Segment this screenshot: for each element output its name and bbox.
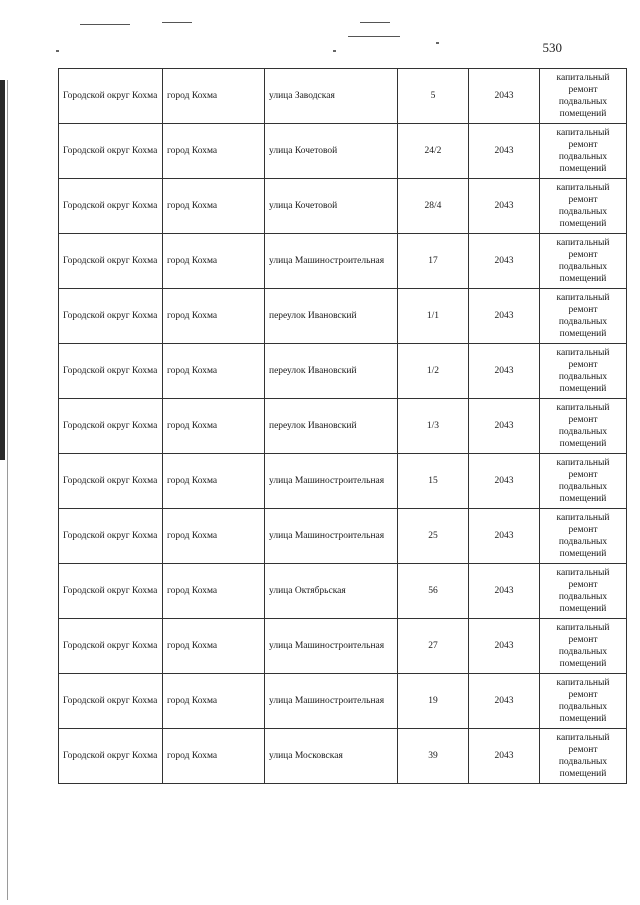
city-cell: город Кохма: [163, 69, 265, 124]
house-number-cell: 56: [398, 564, 469, 619]
year-cell: 2043: [469, 69, 540, 124]
header-rule-3: [360, 22, 390, 23]
table-row: [59, 674, 627, 729]
house-number-cell: 39: [398, 729, 469, 784]
house-number-cell: 1/1: [398, 289, 469, 344]
scan-margin-line: [7, 80, 8, 900]
table-row: [59, 729, 627, 784]
scan-speck: [333, 50, 336, 52]
table-row: [59, 289, 627, 344]
city-cell: город Кохма: [163, 729, 265, 784]
year-cell: 2043: [469, 234, 540, 289]
work-type-cell: капитальный ремонт подвальных помещений: [540, 674, 627, 729]
city-cell: город Кохма: [163, 234, 265, 289]
year-cell: 2043: [469, 509, 540, 564]
district-cell: Городской округ Кохма: [59, 179, 163, 234]
table-row: [59, 454, 627, 509]
scan-speck: [436, 42, 439, 44]
district-cell: Городской округ Кохма: [59, 564, 163, 619]
scan-speck: [56, 50, 59, 52]
work-type-cell: капитальный ремонт подвальных помещений: [540, 454, 627, 509]
house-number-cell: 24/2: [398, 124, 469, 179]
city-cell: город Кохма: [163, 674, 265, 729]
city-cell: город Кохма: [163, 509, 265, 564]
table-row: [59, 69, 627, 124]
work-type-cell: капитальный ремонт подвальных помещений: [540, 234, 627, 289]
street-cell: улица Машиностроительная: [265, 454, 398, 509]
street-cell: улица Машиностроительная: [265, 619, 398, 674]
year-cell: 2043: [469, 179, 540, 234]
district-cell: Городской округ Кохма: [59, 69, 163, 124]
street-cell: улица Заводская: [265, 69, 398, 124]
year-cell: 2043: [469, 399, 540, 454]
district-cell: Городской округ Кохма: [59, 344, 163, 399]
header-rule-1: [80, 24, 130, 25]
street-cell: улица Машиностроительная: [265, 234, 398, 289]
district-cell: Городской округ Кохма: [59, 509, 163, 564]
header-rule-4: [348, 36, 400, 37]
house-number-cell: 19: [398, 674, 469, 729]
street-cell: переулок Ивановский: [265, 344, 398, 399]
city-cell: город Кохма: [163, 619, 265, 674]
district-cell: Городской округ Кохма: [59, 619, 163, 674]
street-cell: улица Кочетовой: [265, 124, 398, 179]
work-type-cell: капитальный ремонт подвальных помещений: [540, 69, 627, 124]
scan-edge-mark: [0, 80, 5, 460]
table-row: [59, 124, 627, 179]
house-number-cell: 1/2: [398, 344, 469, 399]
work-type-cell: капитальный ремонт подвальных помещений: [540, 509, 627, 564]
city-cell: город Кохма: [163, 179, 265, 234]
street-cell: улица Машиностроительная: [265, 509, 398, 564]
city-cell: город Кохма: [163, 289, 265, 344]
table-row: [59, 399, 627, 454]
work-type-cell: капитальный ремонт подвальных помещений: [540, 344, 627, 399]
house-number-cell: 27: [398, 619, 469, 674]
city-cell: город Кохма: [163, 344, 265, 399]
city-cell: город Кохма: [163, 124, 265, 179]
year-cell: 2043: [469, 619, 540, 674]
street-cell: переулок Ивановский: [265, 399, 398, 454]
district-cell: Городской округ Кохма: [59, 124, 163, 179]
district-cell: Городской округ Кохма: [59, 399, 163, 454]
work-type-cell: капитальный ремонт подвальных помещений: [540, 729, 627, 784]
table-row: [59, 179, 627, 234]
work-type-cell: капитальный ремонт подвальных помещений: [540, 619, 627, 674]
house-number-cell: 15: [398, 454, 469, 509]
year-cell: 2043: [469, 454, 540, 509]
year-cell: 2043: [469, 674, 540, 729]
city-cell: город Кохма: [163, 454, 265, 509]
work-type-cell: капитальный ремонт подвальных помещений: [540, 124, 627, 179]
street-cell: переулок Ивановский: [265, 289, 398, 344]
table-row: [59, 619, 627, 674]
house-number-cell: 17: [398, 234, 469, 289]
district-cell: Городской округ Кохма: [59, 289, 163, 344]
work-type-cell: капитальный ремонт подвальных помещений: [540, 289, 627, 344]
work-type-cell: капитальный ремонт подвальных помещений: [540, 399, 627, 454]
house-number-cell: 5: [398, 69, 469, 124]
table-row: [59, 564, 627, 619]
table-row: [59, 344, 627, 399]
city-cell: город Кохма: [163, 564, 265, 619]
street-cell: улица Московская: [265, 729, 398, 784]
district-cell: Городской округ Кохма: [59, 729, 163, 784]
street-cell: улица Кочетовой: [265, 179, 398, 234]
house-number-cell: 28/4: [398, 179, 469, 234]
table-row: [59, 234, 627, 289]
table-row: [59, 509, 627, 564]
registry-table: [58, 68, 627, 784]
year-cell: 2043: [469, 124, 540, 179]
header-rule-2: [162, 22, 192, 23]
year-cell: 2043: [469, 729, 540, 784]
house-number-cell: 25: [398, 509, 469, 564]
street-cell: улица Машиностроительная: [265, 674, 398, 729]
district-cell: Городской округ Кохма: [59, 234, 163, 289]
street-cell: улица Октябрьская: [265, 564, 398, 619]
year-cell: 2043: [469, 344, 540, 399]
city-cell: город Кохма: [163, 399, 265, 454]
house-number-cell: 1/3: [398, 399, 469, 454]
page-number: 530: [542, 40, 562, 55]
year-cell: 2043: [469, 289, 540, 344]
district-cell: Городской округ Кохма: [59, 674, 163, 729]
year-cell: 2043: [469, 564, 540, 619]
work-type-cell: капитальный ремонт подвальных помещений: [540, 564, 627, 619]
work-type-cell: капитальный ремонт подвальных помещений: [540, 179, 627, 234]
district-cell: Городской округ Кохма: [59, 454, 163, 509]
